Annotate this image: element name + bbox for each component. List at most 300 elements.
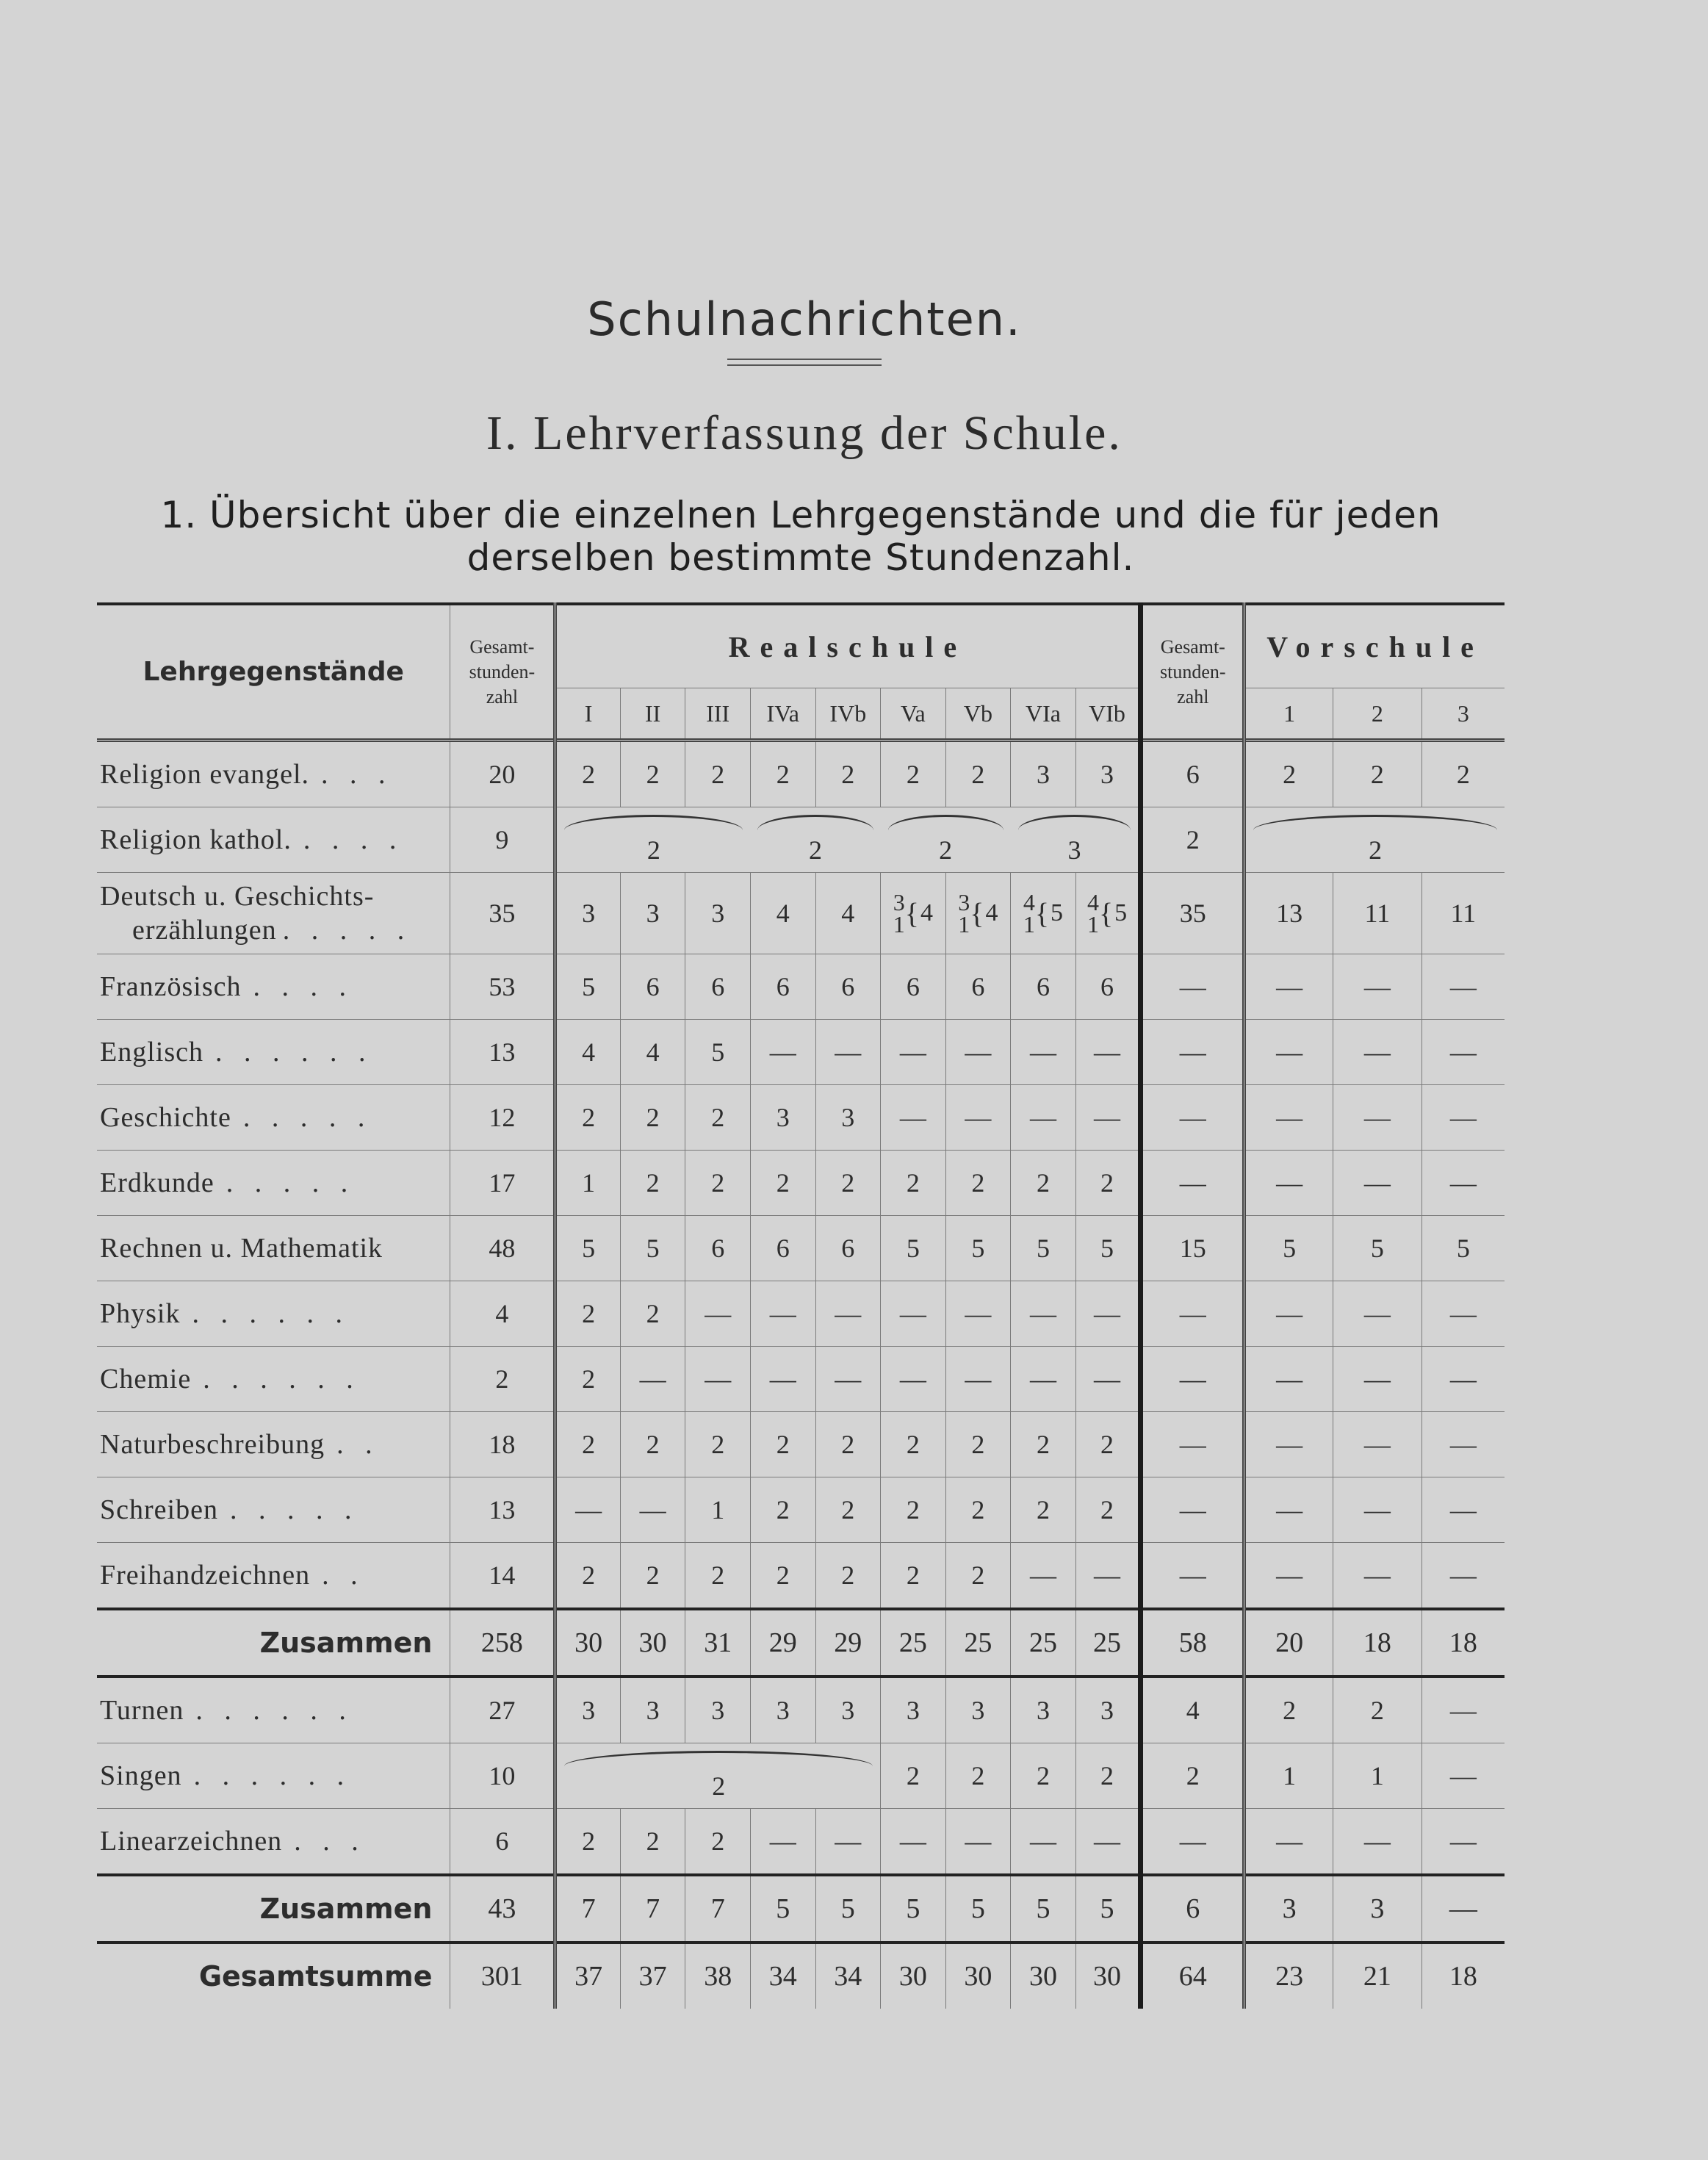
header-realschule: Realschule: [555, 604, 1141, 688]
total-cell: 48: [450, 1216, 555, 1281]
vorschule-cell: —: [1333, 1412, 1421, 1477]
class-cell: 7: [555, 1875, 621, 1943]
class-cell: 30: [881, 1943, 946, 2009]
table-row: [97, 1677, 1505, 1743]
vorschule-total-cell: 2: [1141, 807, 1244, 873]
class-cell: —: [815, 1281, 881, 1347]
table-row: [97, 1347, 1505, 1412]
subject-label: Religion kathol.: [100, 824, 292, 855]
header-total-right: Gesamt- stunden- zahl: [1141, 604, 1244, 741]
class-cell: 2: [815, 1543, 881, 1610]
leader-dots: . . . . .: [242, 1102, 372, 1133]
brace-mark: [757, 815, 873, 830]
table-row: [97, 1281, 1505, 1347]
class-cell: 2: [620, 1281, 685, 1347]
brace-icon: {: [1098, 896, 1114, 930]
subject-cell-turnen: [97, 1677, 450, 1743]
class-cell: 2: [555, 1085, 621, 1151]
table-row: [97, 1477, 1505, 1543]
vorschule-cell: —: [1421, 1809, 1505, 1876]
vorschule-cell: —: [1421, 954, 1505, 1020]
class-cell: 2: [945, 1477, 1011, 1543]
subject-cell-erdk: [97, 1151, 450, 1216]
class-cell: 34: [750, 1943, 815, 2009]
class-cell: 3: [555, 873, 621, 954]
group-value: 3: [1067, 835, 1081, 865]
vorschule-cell: —: [1244, 1809, 1333, 1876]
vorschule-cell: 3: [1333, 1875, 1421, 1943]
table-row: [97, 1020, 1505, 1085]
table-row: [97, 1085, 1505, 1151]
vorschule-total-cell: 4: [1141, 1677, 1244, 1743]
vorschule-cell: 1: [1244, 1743, 1333, 1809]
class-group-cell: [881, 807, 1011, 873]
subject-cell-gesch: [97, 1085, 450, 1151]
class-cell: 3: [685, 1677, 751, 1743]
subject-label: Chemie: [100, 1364, 192, 1394]
header-class-vib: VIb: [1075, 688, 1141, 741]
vorschule-cell: —: [1333, 954, 1421, 1020]
vorschule-total-cell: 2: [1141, 1743, 1244, 1809]
class-cell: —: [945, 1281, 1011, 1347]
class-cell: 6: [685, 954, 751, 1020]
split-main: 5: [1114, 899, 1128, 926]
group-value: 2: [712, 1771, 726, 1801]
vorschule-cell: —: [1421, 1875, 1505, 1943]
class-cell: 2: [685, 1151, 751, 1216]
vorschule-cell: 3: [1244, 1875, 1333, 1943]
vorschule-cell: —: [1421, 1281, 1505, 1347]
table-row: [97, 741, 1505, 807]
class-cell: 3: [620, 1677, 685, 1743]
subsection-title-line1: 1. Übersicht über die einzelnen Lehrgegenstände und die für jeden: [160, 494, 1441, 536]
vorschule-total-cell: —: [1141, 1543, 1244, 1610]
vorschule-cell: —: [1333, 1809, 1421, 1876]
vorschule-cell: —: [1244, 1151, 1333, 1216]
vorschule-cell: 2: [1244, 1677, 1333, 1743]
header-class-va: Va: [881, 688, 946, 741]
class-cell: 2: [881, 1543, 946, 1610]
brace-mark: [888, 815, 1003, 830]
sum-label: Zusammen: [97, 1875, 450, 1943]
vorschule-total-cell: —: [1141, 1347, 1244, 1412]
class-cell: 2: [1011, 1151, 1076, 1216]
header-class-via: VIa: [1011, 688, 1076, 741]
class-cell: 6: [750, 1216, 815, 1281]
brace-icon: {: [1034, 896, 1050, 930]
class-cell: 5: [815, 1875, 881, 1943]
class-cell: 1: [555, 1151, 621, 1216]
class-cell: 2: [750, 1477, 815, 1543]
vorschule-cell: —: [1333, 1477, 1421, 1543]
header-vorschule: Vorschule: [1244, 604, 1505, 688]
class-cell: 5: [945, 1875, 1011, 1943]
class-cell: —: [881, 1281, 946, 1347]
vorschule-cell: —: [1421, 1677, 1505, 1743]
lesson-hours-table: [97, 602, 1505, 2009]
class-cell: —: [685, 1347, 751, 1412]
subject-cell-religion_kath: [97, 807, 450, 873]
subject-label-line2: [100, 913, 450, 947]
header-subject: Lehrgegenstände: [143, 657, 404, 687]
vorschule-cell: 20: [1244, 1609, 1333, 1677]
class-cell: 2: [945, 741, 1011, 807]
group-value: 2: [1369, 835, 1383, 865]
class-cell: 25: [1011, 1609, 1076, 1677]
vorschule-cell: —: [1244, 954, 1333, 1020]
class-cell: 2: [945, 1743, 1011, 1809]
subject-label: Religion evangel.: [100, 759, 310, 790]
vorschule-cell: —: [1421, 1412, 1505, 1477]
leader-dots: . . . .: [253, 971, 354, 1002]
vorschule-cell: 13: [1244, 873, 1333, 954]
class-cell: —: [815, 1809, 881, 1876]
class-cell: 2: [881, 1412, 946, 1477]
page-title: Schulnachrichten.: [587, 292, 1022, 346]
class-cell: 2: [555, 1543, 621, 1610]
vorschule-total-cell: —: [1141, 1281, 1244, 1347]
sum-label: Gesamtsumme: [198, 1960, 433, 1992]
table-row: [97, 1412, 1505, 1477]
vorschule-cell: —: [1333, 1151, 1421, 1216]
leader-dots: . . . . . .: [203, 1364, 361, 1394]
class-cell: 2: [1011, 1743, 1076, 1809]
subject-label: Französisch: [100, 971, 242, 1002]
total-cell: 9: [450, 807, 555, 873]
class-cell: 4: [815, 873, 881, 954]
table-row: [97, 1743, 1505, 1809]
class-cell: 5: [685, 1020, 751, 1085]
class-cell: 4: [555, 1020, 621, 1085]
vorschule-cell: 2: [1333, 1677, 1421, 1743]
class-cell: 5: [1075, 1875, 1141, 1943]
class-cell: 2: [1011, 1412, 1076, 1477]
split-bottom: 1: [893, 911, 905, 937]
subject-cell-franz: [97, 954, 450, 1020]
class-cell: 3: [881, 1677, 946, 1743]
subject-cell-singen: [97, 1743, 450, 1809]
class-cell: 2: [1011, 1477, 1076, 1543]
header-class-ivb: IVb: [815, 688, 881, 741]
vorschule-cell: 1: [1333, 1743, 1421, 1809]
class-cell: 3: [750, 1085, 815, 1151]
vorschule-cell: —: [1421, 1477, 1505, 1543]
class-cell: 2: [555, 1809, 621, 1876]
header-class-vb: Vb: [945, 688, 1011, 741]
subject-label: Schreiben: [100, 1494, 218, 1525]
class-cell: 2: [620, 1543, 685, 1610]
total-cell: 4: [450, 1281, 555, 1347]
class-cell: 2: [881, 1477, 946, 1543]
header-total-left: Gesamt- stunden- zahl: [450, 604, 555, 741]
split-top: 4: [1023, 889, 1035, 915]
leader-dots: . . . . . .: [192, 1298, 350, 1329]
leader-dots: . . . . .: [226, 1167, 356, 1198]
class-cell: 2: [620, 741, 685, 807]
class-cell: 6: [1075, 954, 1141, 1020]
header-vorschule-class-1: 1: [1244, 688, 1333, 741]
split-bottom: 1: [1087, 911, 1099, 937]
vorschule-cell: —: [1244, 1085, 1333, 1151]
sum-row: [97, 1875, 1505, 1943]
class-cell: 2: [685, 1412, 751, 1477]
class-cell: 5: [1075, 1216, 1141, 1281]
class-cell: —: [1011, 1347, 1076, 1412]
class-cell: 3: [620, 873, 685, 954]
vorschule-total-cell: —: [1141, 1477, 1244, 1543]
vorschule-group-cell: [1244, 807, 1505, 873]
table-row: [97, 1151, 1505, 1216]
class-cell: 2: [750, 1543, 815, 1610]
class-cell: 6: [815, 954, 881, 1020]
class-cell: —: [815, 1347, 881, 1412]
table-row: [97, 954, 1505, 1020]
vorschule-cell: —: [1421, 1543, 1505, 1610]
split-values: [893, 891, 905, 935]
table-row: [97, 873, 1505, 954]
brace-icon: {: [904, 896, 919, 930]
leader-dots: . . . . . .: [195, 1695, 353, 1726]
subject-label: Turnen: [100, 1695, 184, 1726]
vorschule-cell: 2: [1244, 741, 1333, 807]
subject-label: Englisch: [100, 1037, 203, 1068]
class-cell: 5: [881, 1875, 946, 1943]
subject-label: Naturbeschreibung: [100, 1429, 325, 1460]
split-values: [1087, 891, 1099, 935]
class-cell: —: [750, 1020, 815, 1085]
class-cell: 3: [750, 1677, 815, 1743]
class-cell: 6: [750, 954, 815, 1020]
subject-cell-freihand: [97, 1543, 450, 1610]
class-cell: 2: [555, 1412, 621, 1477]
subject-cell-deutsch: [97, 873, 450, 954]
vorschule-total-cell: —: [1141, 1809, 1244, 1876]
vorschule-cell: 23: [1275, 1961, 1304, 1992]
group-value: 2: [646, 835, 660, 865]
class-cell: 2: [1075, 1151, 1141, 1216]
vorschule-total-cell: —: [1141, 954, 1244, 1020]
class-cell: 2: [555, 741, 621, 807]
class-cell: 2: [555, 1281, 621, 1347]
class-cell: —: [1075, 1085, 1141, 1151]
class-cell: 3: [815, 1085, 881, 1151]
class-cell: 2: [815, 1477, 881, 1543]
class-group-cell: [555, 807, 751, 873]
total-cell: 301: [450, 1943, 555, 2009]
class-cell: —: [945, 1347, 1011, 1412]
total-cell: 12: [450, 1085, 555, 1151]
vorschule-cell: 21: [1333, 1943, 1421, 2009]
split-main: 5: [1051, 899, 1064, 926]
class-cell: 3: [945, 1677, 1011, 1743]
leader-dots: . . . . .: [282, 915, 412, 946]
class-cell: 2: [750, 1412, 815, 1477]
brace-mark: [1018, 815, 1131, 830]
class-cell: 2: [555, 1347, 621, 1412]
class-cell: 2: [750, 1151, 815, 1216]
class-group-cell: [1011, 807, 1141, 873]
table-row: [97, 1543, 1505, 1610]
vorschule-cell: —: [1244, 1543, 1333, 1610]
class-cell: 37: [620, 1943, 685, 2009]
class-cell: 6: [815, 1216, 881, 1281]
subject-label: Erdkunde: [100, 1167, 215, 1198]
leader-dots: . .: [322, 1560, 365, 1591]
subject-cell-engl: [97, 1020, 450, 1085]
class-cell: 3: [685, 873, 751, 954]
class-cell: 30: [945, 1943, 1011, 2009]
split-top: 3: [893, 889, 905, 915]
vorschule-cell: —: [1244, 1477, 1333, 1543]
subject-label: Geschichte: [100, 1102, 231, 1133]
brace-icon: {: [970, 896, 984, 930]
class-cell: 5: [555, 954, 621, 1020]
vorschule-total-cell: 15: [1141, 1216, 1244, 1281]
class-cell: —: [750, 1809, 815, 1876]
class-cell: —: [1075, 1281, 1141, 1347]
class-cell: 6: [620, 954, 685, 1020]
split-bottom: 1: [1023, 911, 1035, 937]
class-cell: 3: [555, 1677, 621, 1743]
table-row: [97, 1216, 1505, 1281]
total-cell: 43: [450, 1875, 555, 1943]
class-cell: 30: [1075, 1943, 1141, 2009]
subject-label-line1: Deutsch u. Geschichts-: [100, 881, 375, 912]
class-cell: 25: [945, 1609, 1011, 1677]
vorschule-cell: —: [1244, 1281, 1333, 1347]
class-cell: —: [945, 1020, 1011, 1085]
vorschule-cell: —: [1333, 1020, 1421, 1085]
total-cell: 35: [450, 873, 555, 954]
class-cell: —: [555, 1477, 621, 1543]
split-top: 4: [1087, 889, 1099, 915]
class-cell: 2: [685, 1809, 751, 1876]
header-vorschule-class-2: 2: [1333, 688, 1421, 741]
class-cell: —: [620, 1477, 685, 1543]
class-cell: 34: [815, 1943, 881, 2009]
class-cell: —: [620, 1347, 685, 1412]
subject-cell-linear: [97, 1809, 450, 1876]
class-cell: 2: [750, 741, 815, 807]
class-cell: 2: [620, 1809, 685, 1876]
header-class-iva: IVa: [750, 688, 815, 741]
subject-label: Singen: [100, 1760, 182, 1791]
split-main: 4: [985, 899, 998, 926]
vorschule-cell: —: [1421, 1085, 1505, 1151]
vorschule-total-cell: 58: [1141, 1609, 1244, 1677]
vorschule-cell: —: [1244, 1020, 1333, 1085]
split-top: 3: [958, 889, 970, 915]
class-cell: 4: [620, 1020, 685, 1085]
vorschule-cell: 11: [1421, 873, 1505, 954]
class-cell: —: [750, 1281, 815, 1347]
leader-dots: . . . . .: [229, 1494, 359, 1525]
class-cell: 2: [815, 1412, 881, 1477]
header-vorschule-class-3: 3: [1421, 688, 1505, 741]
class-cell: 31: [685, 1609, 751, 1677]
class-cell: 29: [750, 1609, 815, 1677]
vorschule-cell: 18: [1333, 1609, 1421, 1677]
class-cell: —: [815, 1020, 881, 1085]
class-cell: 3: [1075, 1677, 1141, 1743]
class-group-cell: [750, 807, 880, 873]
title-double-rule: [727, 359, 882, 366]
split-class-cell: [1011, 873, 1076, 954]
table-row: [97, 807, 1505, 873]
class-cell: 2: [945, 1543, 1011, 1610]
subject-label: Freihandzeichnen: [100, 1560, 311, 1591]
class-cell: 2: [881, 741, 946, 807]
vorschule-total-cell: 35: [1141, 873, 1244, 954]
class-cell: —: [1075, 1347, 1141, 1412]
brace-mark: [564, 1751, 873, 1766]
subject-label: Physik: [100, 1298, 181, 1329]
class-cell: —: [1011, 1543, 1076, 1610]
class-cell: 5: [1011, 1216, 1076, 1281]
leader-dots: . .: [336, 1429, 380, 1460]
class-cell: 5: [555, 1216, 621, 1281]
vorschule-cell: 11: [1333, 873, 1421, 954]
class-cell: 37: [574, 1961, 603, 1992]
class-cell: 2: [945, 1151, 1011, 1216]
class-cell: 30: [1011, 1943, 1076, 2009]
header-class-i: I: [555, 688, 621, 741]
class-cell: 38: [685, 1943, 751, 2009]
subject-cell-natur: [97, 1412, 450, 1477]
vorschule-cell: —: [1333, 1085, 1421, 1151]
class-cell: 2: [620, 1085, 685, 1151]
vorschule-cell: —: [1421, 1151, 1505, 1216]
class-cell: 6: [685, 1216, 751, 1281]
total-cell: 6: [450, 1809, 555, 1876]
subject-label: Linearzeichnen: [100, 1826, 283, 1857]
total-cell: 53: [450, 954, 555, 1020]
class-cell: 2: [1075, 1477, 1141, 1543]
total-cell: 27: [450, 1677, 555, 1743]
class-cell: 2: [1075, 1412, 1141, 1477]
split-class-cell: [881, 873, 946, 954]
class-cell: 7: [620, 1875, 685, 1943]
class-cell: —: [881, 1085, 946, 1151]
vorschule-total-cell: —: [1141, 1412, 1244, 1477]
vorschule-total-cell: —: [1141, 1085, 1244, 1151]
sum-label: Zusammen: [97, 1609, 450, 1677]
class-cell: —: [881, 1809, 946, 1876]
leader-dots: . . .: [294, 1826, 366, 1857]
class-cell: —: [881, 1347, 946, 1412]
total-cell: 20: [450, 741, 555, 807]
brace-mark: [1253, 815, 1497, 830]
leader-dots: . . .: [321, 759, 393, 790]
table-row: [97, 1809, 1505, 1876]
class-cell: 5: [945, 1216, 1011, 1281]
sum-row: [97, 1609, 1505, 1677]
subsection-title-line2: derselben bestimmte Stundenzahl.: [466, 536, 1135, 579]
class-cell: —: [945, 1085, 1011, 1151]
class-cell: 3: [815, 1677, 881, 1743]
total-cell: 17: [450, 1151, 555, 1216]
vorschule-cell: —: [1421, 1347, 1505, 1412]
class-group-cell: [555, 1743, 881, 1809]
class-cell: —: [945, 1809, 1011, 1876]
subject-cell-physik: [97, 1281, 450, 1347]
class-cell: —: [1075, 1020, 1141, 1085]
brace-mark: [564, 815, 743, 830]
class-cell: 5: [1011, 1875, 1076, 1943]
lesson-hours-table-wrapper: [97, 602, 1505, 2009]
split-main: 4: [920, 899, 933, 926]
class-cell: 30: [620, 1609, 685, 1677]
